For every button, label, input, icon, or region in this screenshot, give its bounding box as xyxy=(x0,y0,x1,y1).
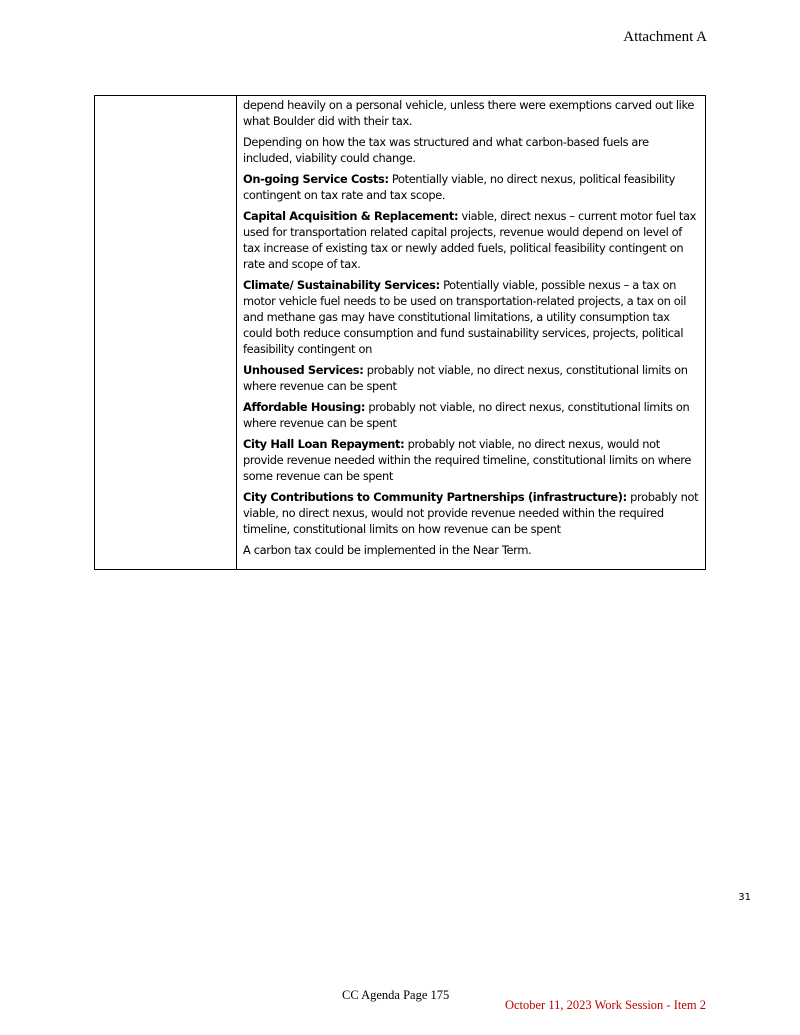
attachment-label: Attachment A xyxy=(623,29,707,45)
paragraph-viability xyxy=(243,134,699,166)
paragraph-text: Potentially viable, no direct nexus, political feasibility contingent on tax rate and tax scope. xyxy=(243,172,675,202)
paragraph-heading: On-going Service Costs: xyxy=(243,172,389,186)
paragraph-community-partnerships xyxy=(243,489,699,537)
paragraph-text: Depending on how the tax was structured and what carbon-based fuels are included, viability could change. xyxy=(243,135,649,165)
paragraph-ongoing-service-costs xyxy=(243,171,699,203)
paragraph-affordable-housing xyxy=(243,399,699,431)
paragraph-text: Potentially viable, possible nexus – a tax on motor vehicle fuel needs to be used on transportation-related projects, a tax on oil and methane gas may have constitutional limitations, a utility consumption tax could both reduce consumption and fund sustainability services, projects, political feasibility contingent on xyxy=(243,278,687,356)
paragraph-city-hall-loan xyxy=(243,436,699,484)
paragraph-text: viable, direct nexus – current motor fuel tax used for transportation related capital projects, revenue would depend on level of tax increase of existing tax or newly added fuels, political feasibility contingent on rate and scope of tax. xyxy=(243,209,697,271)
paragraph-heading: Affordable Housing: xyxy=(243,400,366,414)
paragraph-heading: City Hall Loan Repayment: xyxy=(243,437,405,451)
paragraph-heading: Capital Acquisition & Replacement: xyxy=(243,209,459,223)
table-left-cell xyxy=(95,96,237,569)
paragraph-near-term xyxy=(243,542,699,558)
paragraph-continuation xyxy=(243,97,699,129)
paragraph-text: probably not viable, no direct nexus, constitutional limits on where revenue can be spent xyxy=(243,363,688,393)
page-number: 31 xyxy=(738,892,751,903)
footer-agenda-page: CC Agenda Page 175 xyxy=(342,988,450,1002)
paragraph-text: probably not viable, no direct nexus, would not provide revenue needed within the required timeline, constitutional limits on how revenue can be spent xyxy=(243,490,699,536)
paragraph-climate-sustainability xyxy=(243,277,699,357)
content-table xyxy=(94,95,706,570)
paragraph-heading: Climate/ Sustainability Services: xyxy=(243,278,440,292)
paragraph-text: A carbon tax could be implemented in the Near Term. xyxy=(243,543,532,557)
paragraph-text: probably not viable, no direct nexus, constitutional limits on where revenue can be spent xyxy=(243,400,690,430)
paragraph-heading: City Contributions to Community Partnerships (infrastructure): xyxy=(243,490,627,504)
paragraph-heading: Unhoused Services: xyxy=(243,363,364,377)
paragraph-text: depend heavily on a personal vehicle, unless there were exemptions carved out like what Boulder did with their tax. xyxy=(243,98,694,128)
paragraph-capital-acquisition xyxy=(243,208,699,272)
paragraph-text: probably not viable, no direct nexus, would not provide revenue needed within the required timeline, constitutional limits on where some revenue can be spent xyxy=(243,437,691,483)
paragraph-unhoused-services xyxy=(243,362,699,394)
footer-session-label: October 11, 2023 Work Session - Item 2 xyxy=(504,998,706,1012)
table-right-cell xyxy=(237,96,705,569)
